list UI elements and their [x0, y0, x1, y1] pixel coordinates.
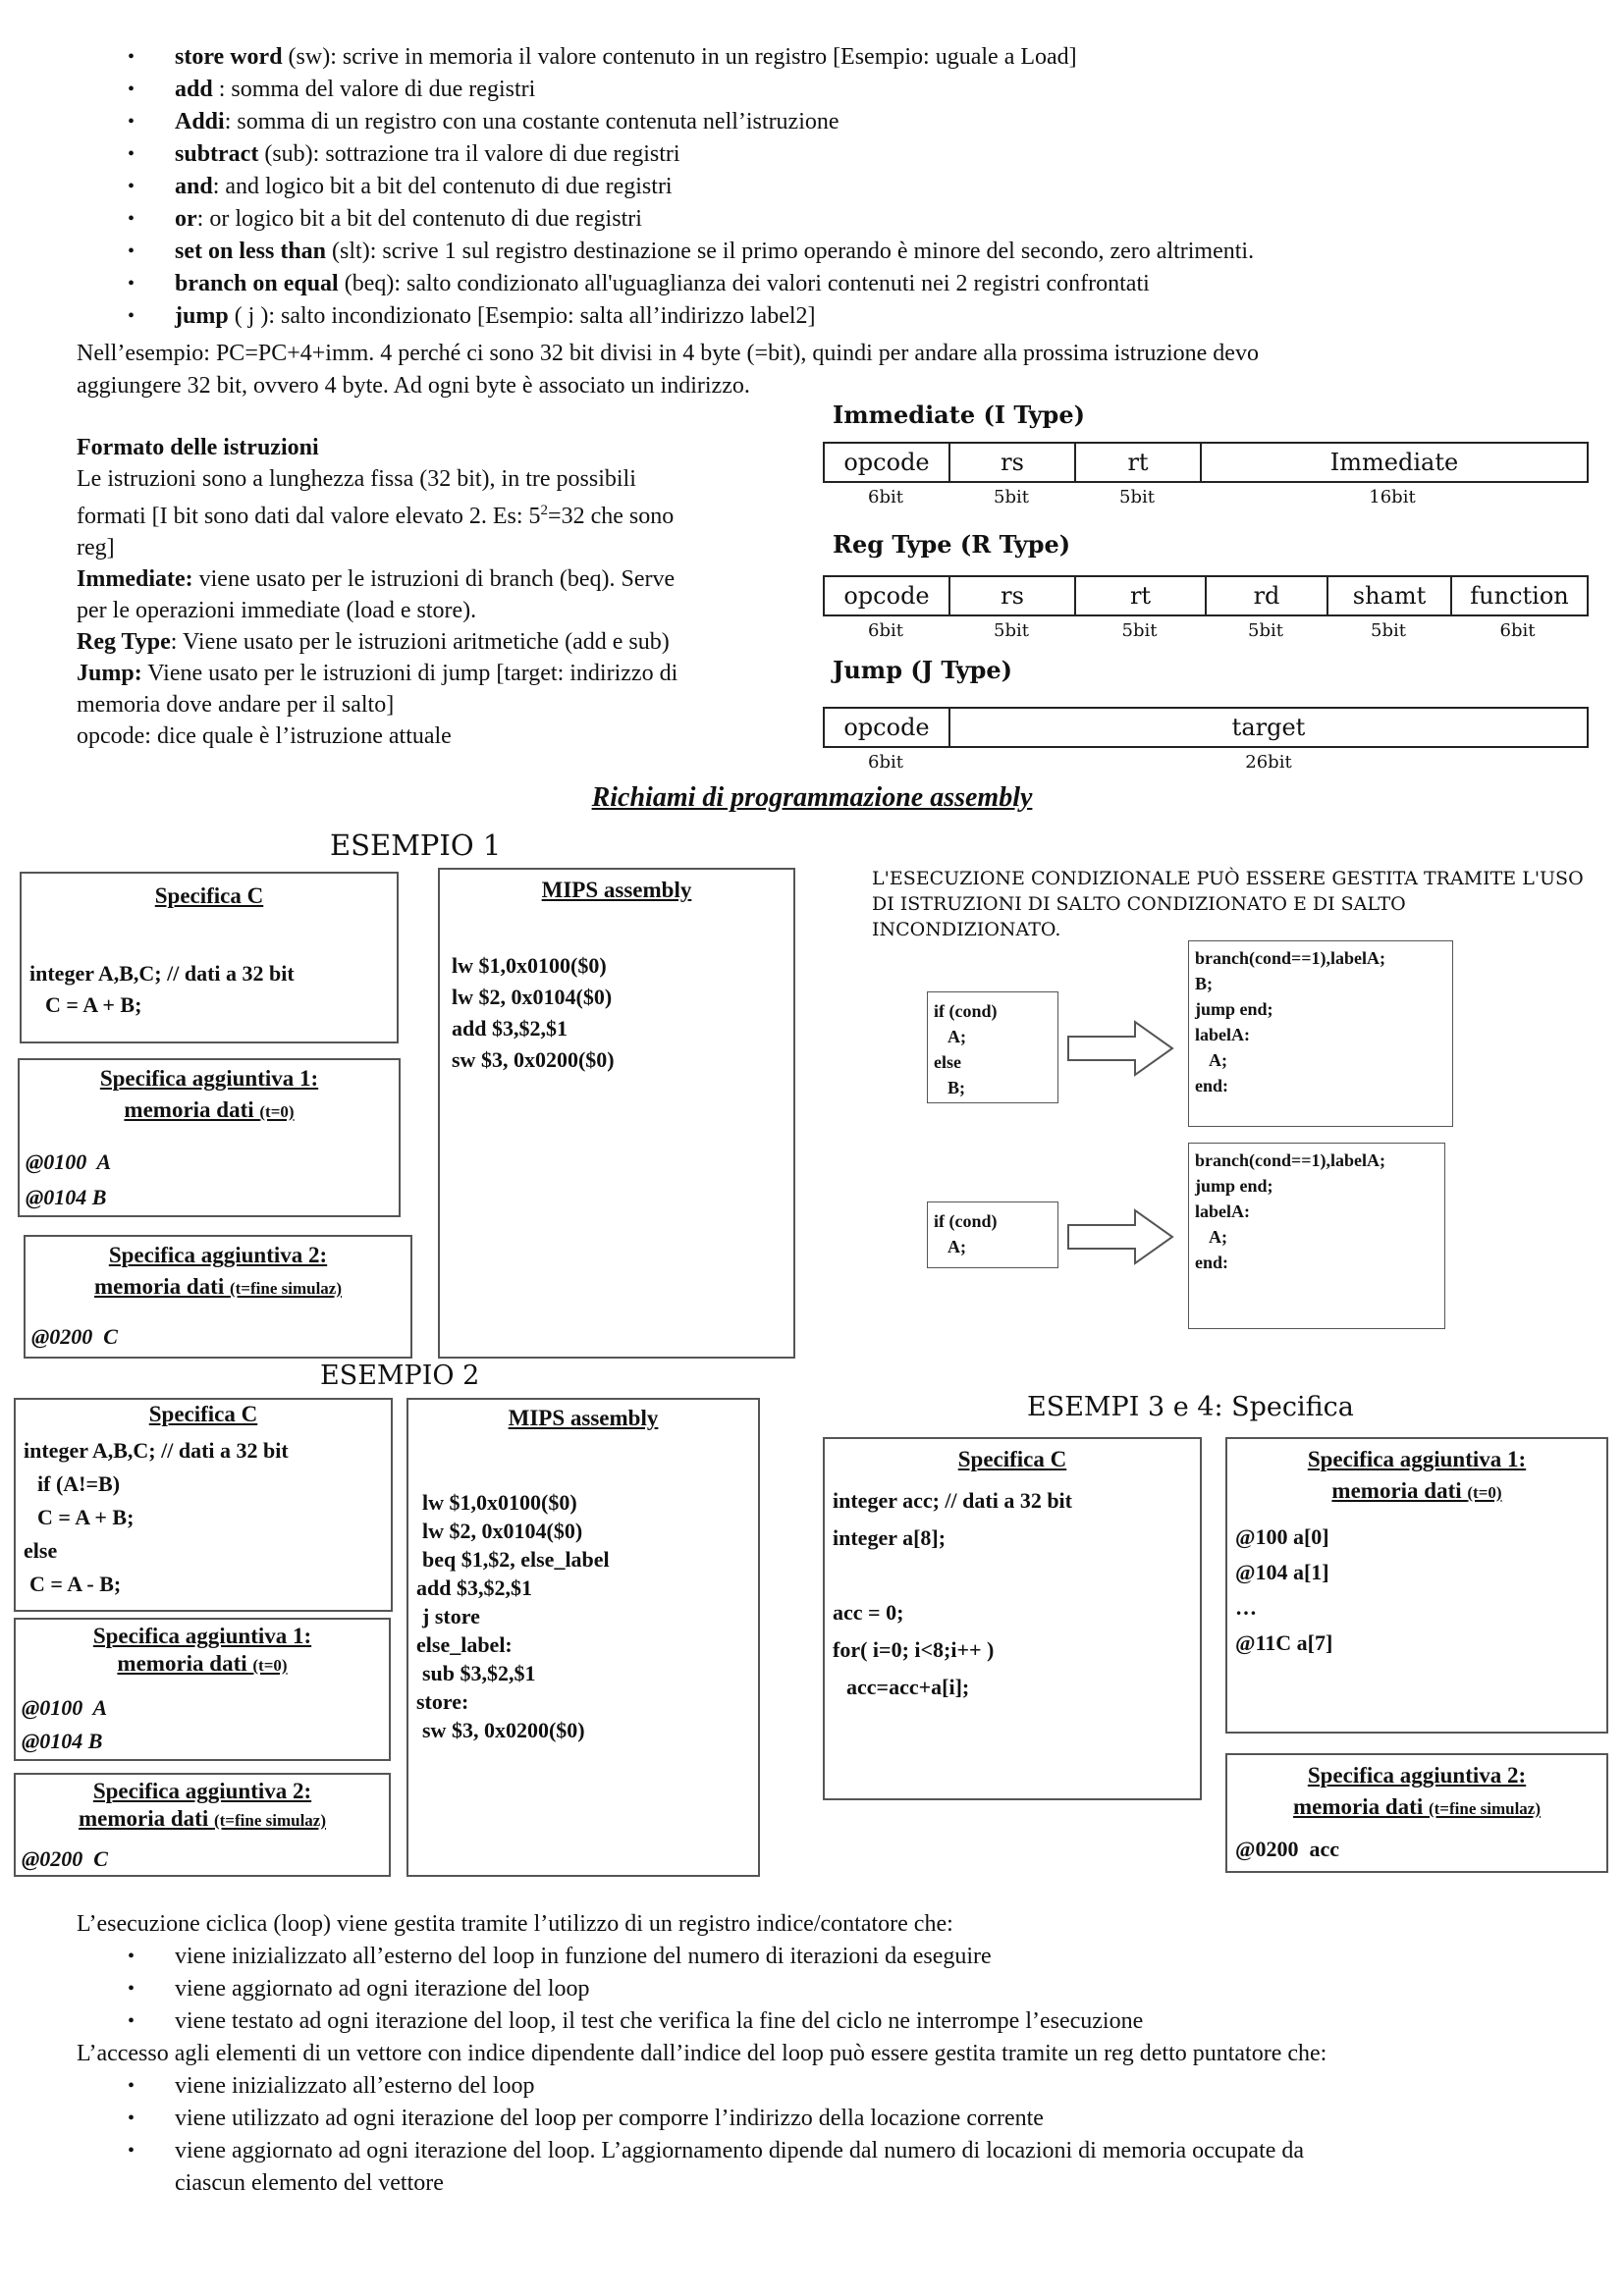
code-line: @0100 A [26, 1149, 112, 1174]
code-line: lw $2, 0x0104($0) [422, 1519, 583, 1543]
code-line: @100 a[0] [1235, 1524, 1329, 1549]
code-line: else [24, 1538, 58, 1563]
box-heading: Specifica aggiuntiva 1: [1307, 1447, 1527, 1471]
box-heading: Specifica aggiuntiva 1: [92, 1624, 312, 1648]
code-line: integer A,B,C; // dati a 32 bit [24, 1438, 289, 1463]
box-heading: Specifica C [148, 1402, 258, 1426]
bullet-icon: • [128, 2108, 135, 2129]
box-subheading: memoria dati (t=fine simulaz) [79, 1806, 326, 1831]
i-type-title: Immediate (I Type) [833, 400, 1085, 429]
bullet-icon: • [128, 273, 135, 294]
list-item: ciascun elemento del vettore [175, 2170, 444, 2196]
code-line: j store [422, 1604, 480, 1629]
bits-label: 5bit [994, 487, 1029, 507]
list-item: • and: and logico bit a bit del contenuto di due registri [175, 171, 1254, 203]
format-description [77, 432, 677, 752]
es2-spec-add1-box [14, 1618, 391, 1761]
list-item: • jump ( j ): salto incondizionato [Esempio: salta all’indirizzo label2] [175, 300, 1254, 333]
code-line: store: [416, 1689, 469, 1714]
format-text-line: formati [I bit sono dati dal valore elevato 2. Es: $5^2=32$ che sono [77, 503, 675, 529]
es34-spec-add1-box [1225, 1437, 1608, 1734]
box-heading: Specifica aggiuntiva 2: [92, 1779, 312, 1803]
code-line: @11C a[7] [1235, 1630, 1333, 1655]
pointer-intro: L’accesso agli elementi di un vettore con indice dipendente dall’indice del loop può essere gestita tramite un reg detto puntatore che: [77, 2041, 1327, 2066]
bullet-icon: • [128, 2010, 135, 2032]
code-line: sw $3, 0x0200($0) [452, 1047, 615, 1072]
code-line: jump end; [1195, 999, 1273, 1019]
box-subheading: memoria dati (t=0) [117, 1651, 288, 1676]
es1-spec-add2-box [24, 1235, 412, 1359]
conditional-description [872, 866, 1584, 942]
box-heading: Specifica C [957, 1447, 1067, 1471]
code-line: B; [947, 1078, 965, 1097]
if-code-box [927, 1201, 1058, 1268]
code-line: beq $1,$2, else_label [422, 1547, 610, 1572]
format-text-line: Le istruzioni sono a lunghezza fissa (32 bit), in tre possibili [77, 466, 636, 492]
format-text-line: memoria dove andare per il salto] [77, 692, 395, 718]
bullet-icon: • [128, 46, 135, 68]
code-line: integer acc; // dati a 32 bit [833, 1488, 1072, 1513]
field-rt: rt [1076, 577, 1207, 614]
field-immediate: Immediate [1329, 449, 1459, 476]
field-opcode: opcode [825, 444, 950, 481]
field-rs: rs [950, 577, 1076, 614]
code-line: else_label: [416, 1632, 513, 1657]
code-line: A; [1209, 1050, 1227, 1070]
box-subheading: memoria dati (t=0) [124, 1097, 295, 1122]
bits-label: 6bit [868, 620, 903, 641]
code-line: if (cond) [934, 1001, 998, 1021]
box-subheading: memoria dati (t=fine simulaz) [94, 1274, 342, 1299]
example-3-4-title: ESEMPI 3 e 4: Specifica [1027, 1392, 1354, 1422]
text-line: DI ISTRUZIONI DI SALTO CONDIZIONATO E DI SALTO [872, 893, 1406, 915]
es1-mips-box [438, 868, 795, 1359]
es2-mips-box [406, 1398, 760, 1877]
if-else-asm-box [1188, 940, 1453, 1127]
code-line: lw $1,0x0100($0) [452, 953, 607, 978]
code-line: end: [1195, 1076, 1229, 1095]
bits-label: 5bit [1248, 620, 1283, 641]
field-rt: rt [1076, 444, 1202, 481]
code-line: branch(cond==1),labelA; [1195, 948, 1386, 968]
code-line: branch(cond==1),labelA; [1195, 1150, 1386, 1170]
bullet-icon: • [128, 176, 135, 197]
bullet-icon: • [128, 111, 135, 133]
example-2-title: ESEMPIO 2 [320, 1361, 480, 1391]
code-line: jump end; [1195, 1176, 1273, 1196]
es2-spec-add2-box [14, 1773, 391, 1877]
arrow-right-icon [1066, 1019, 1176, 1078]
box-subheading: memoria dati (t=fine simulaz) [1293, 1794, 1541, 1819]
es1-spec-c-box [20, 872, 399, 1043]
list-item: • viene inizializzato all’esterno del loop in funzione del numero di iterazioni da eseguire [175, 1941, 1143, 1973]
code-line: add $3,$2,$1 [452, 1016, 568, 1041]
format-text-line: per le operazioni immediate (load e store). [77, 598, 477, 623]
list-item: • viene aggiornato ad ogni iterazione del loop [175, 1973, 1143, 2005]
es1-spec-add1-box [18, 1058, 401, 1217]
pointer-list [128, 2070, 1305, 2200]
bits-label: 5bit [1121, 620, 1158, 641]
example-1-title: ESEMPIO 1 [330, 828, 502, 862]
list-item: • or: or logico bit a bit del contenuto di due registri [175, 203, 1254, 236]
bullet-icon: • [128, 143, 135, 165]
code-line: integer a[8]; [833, 1525, 947, 1550]
bits-label: 6bit [1499, 620, 1536, 641]
loop-intro: L’esecuzione ciclica (loop) viene gestita tramite l’utilizzo di un registro indice/contatore che: [77, 1911, 953, 1937]
if-else-code-box [927, 991, 1058, 1103]
code-line: lw $2, 0x0104($0) [452, 985, 613, 1009]
bits-label: 6bit [868, 752, 903, 773]
loop-list [128, 1941, 1144, 2038]
j-type-format [823, 707, 1589, 748]
box-heading: MIPS assembly [508, 1406, 659, 1430]
list-item: • viene inizializzato all’esterno del loop [175, 2070, 1304, 2103]
if-asm-box [1188, 1143, 1445, 1329]
text-line: L'ESECUZIONE CONDIZIONALE PUÒ ESSERE GESTITA TRAMITE L'USO [872, 868, 1584, 889]
code-line: else [934, 1052, 961, 1072]
box-heading: Specifica aggiuntiva 1: [99, 1066, 319, 1091]
list-item: • viene testato ad ogni iterazione del loop, il test che verifica la fine del ciclo ne interrompe l’esecuzione [175, 2005, 1143, 2038]
list-item: • viene utilizzato ad ogni iterazione del loop per comporre l’indirizzo della locazione corrente [175, 2103, 1304, 2135]
r-type-format [823, 575, 1589, 616]
bits-label: 16bit [1369, 487, 1416, 507]
format-text-line: Immediate: viene usato per le istruzioni di branch (beq). Serve [77, 566, 676, 592]
code-line: A; [947, 1027, 966, 1046]
code-line: for( i=0; i<8;i++ ) [833, 1637, 995, 1662]
format-title: Formato delle istruzioni [77, 435, 319, 460]
es34-spec-c-box [823, 1437, 1202, 1800]
example-note-line1: Nell’esempio: PC=PC+4+imm. 4 perché ci sono 32 bit divisi in 4 byte (=bit), quindi per andare alla prossima istruzione devo [77, 341, 1259, 366]
code-line: A; [947, 1237, 966, 1256]
list-item: • Addi: somma di un registro con una costante contenuta nell’istruzione [175, 106, 1254, 138]
r-type-title: Reg Type (R Type) [833, 530, 1071, 559]
code-line: @104 a[1] [1235, 1560, 1329, 1584]
format-text-line: opcode: dice quale è l’istruzione attuale [77, 723, 452, 749]
list-item: • store word (sw): scrive in memoria il valore contenuto in un registro [Esempio: uguale a Load] [175, 41, 1254, 74]
instruction-list [128, 41, 1255, 333]
field-rd: rd [1207, 577, 1328, 614]
code-line: … [1235, 1595, 1257, 1620]
code-line: C = A + B; [45, 992, 142, 1017]
field-shamt: shamt [1328, 577, 1452, 614]
field-rs: rs [950, 444, 1076, 481]
code-line: add $3,$2,$1 [416, 1575, 532, 1600]
list-item: • viene aggiornato ad ogni iterazione del loop. L’aggiornamento dipende dal numero di locazioni di memoria occupate da [175, 2135, 1304, 2167]
text-line: INCONDIZIONATO. [872, 919, 1061, 940]
code-line: @0104 B [26, 1185, 107, 1209]
code-line: labelA: [1195, 1201, 1250, 1221]
code-line: end: [1195, 1253, 1229, 1272]
bits-label: 5bit [1119, 487, 1155, 507]
bullet-icon: • [128, 1946, 135, 1967]
example-note-line2: aggiungere 32 bit, ovvero 4 byte. Ad ogni byte è associato un indirizzo. [77, 373, 750, 399]
list-item: • branch on equal (beq): salto condizionato all'uguaglianza dei valori contenuti nei 2 registri confrontati [175, 268, 1254, 300]
code-line: if (A!=B) [37, 1471, 121, 1496]
box-heading: Specifica C [154, 883, 264, 908]
code-line: labelA: [1195, 1025, 1250, 1044]
bits-label: 5bit [1371, 620, 1406, 641]
code-line: C = A + B; [37, 1505, 135, 1529]
code-line: @0200 C [22, 1846, 108, 1871]
es2-spec-c-box [14, 1398, 393, 1612]
bullet-icon: • [128, 305, 135, 327]
format-text-line: Reg Type: Viene usato per le istruzioni aritmetiche (add e sub) [77, 629, 670, 655]
i-type-format [823, 442, 1589, 483]
field-target: target [1231, 714, 1306, 741]
code-line: acc=acc+a[i]; [846, 1675, 970, 1699]
list-item: • subtract (sub): sottrazione tra il valore di due registri [175, 138, 1254, 171]
bits-label: 26bit [1245, 752, 1292, 773]
code-line: B; [1195, 974, 1213, 993]
list-item: • add : somma del valore di due registri [175, 74, 1254, 106]
code-line: if (cond) [934, 1211, 998, 1231]
bullet-icon: • [128, 240, 135, 262]
es34-spec-add2-box [1225, 1753, 1608, 1873]
list-item: • set on less than (slt): scrive 1 sul registro destinazione se il primo operando è minore del secondo, zero altrimenti. [175, 236, 1254, 268]
code-line: sw $3, 0x0200($0) [422, 1718, 585, 1742]
bullet-icon: • [128, 2140, 135, 2162]
bullet-icon: • [128, 2075, 135, 2097]
code-line: lw $1,0x0100($0) [422, 1490, 577, 1515]
bits-label: 5bit [994, 620, 1029, 641]
format-text-line: Jump: Viene usato per le istruzioni di jump [target: indirizzo di [77, 661, 678, 686]
arrow-right-icon [1066, 1207, 1176, 1266]
field-opcode: opcode [825, 577, 950, 614]
code-line: @0104 B [22, 1729, 103, 1753]
code-line: @0200 acc [1235, 1837, 1339, 1861]
j-type-title: Jump (J Type) [833, 656, 1012, 684]
box-heading: Specifica aggiuntiva 2: [1307, 1763, 1527, 1788]
section-title: Richiami di programmazione assembly [591, 782, 1033, 813]
code-line: acc = 0; [833, 1600, 904, 1625]
box-subheading: memoria dati (t=0) [1331, 1478, 1502, 1503]
box-heading: Specifica aggiuntiva 2: [108, 1243, 328, 1267]
bits-label: 6bit [868, 487, 903, 507]
code-line: A; [1209, 1227, 1227, 1247]
box-heading: MIPS assembly [541, 878, 692, 902]
code-line: @0100 A [22, 1695, 108, 1720]
bullet-icon: • [128, 79, 135, 100]
code-line: integer A,B,C; // dati a 32 bit [29, 961, 295, 986]
code-line: sub $3,$2,$1 [422, 1661, 536, 1685]
code-line: C = A - B; [29, 1572, 122, 1596]
field-opcode: opcode [825, 709, 950, 746]
bullet-icon: • [128, 208, 135, 230]
bullet-icon: • [128, 1978, 135, 2000]
code-line: @0200 C [31, 1324, 118, 1349]
field-function: function [1470, 582, 1569, 610]
format-text-line: reg] [77, 535, 115, 561]
